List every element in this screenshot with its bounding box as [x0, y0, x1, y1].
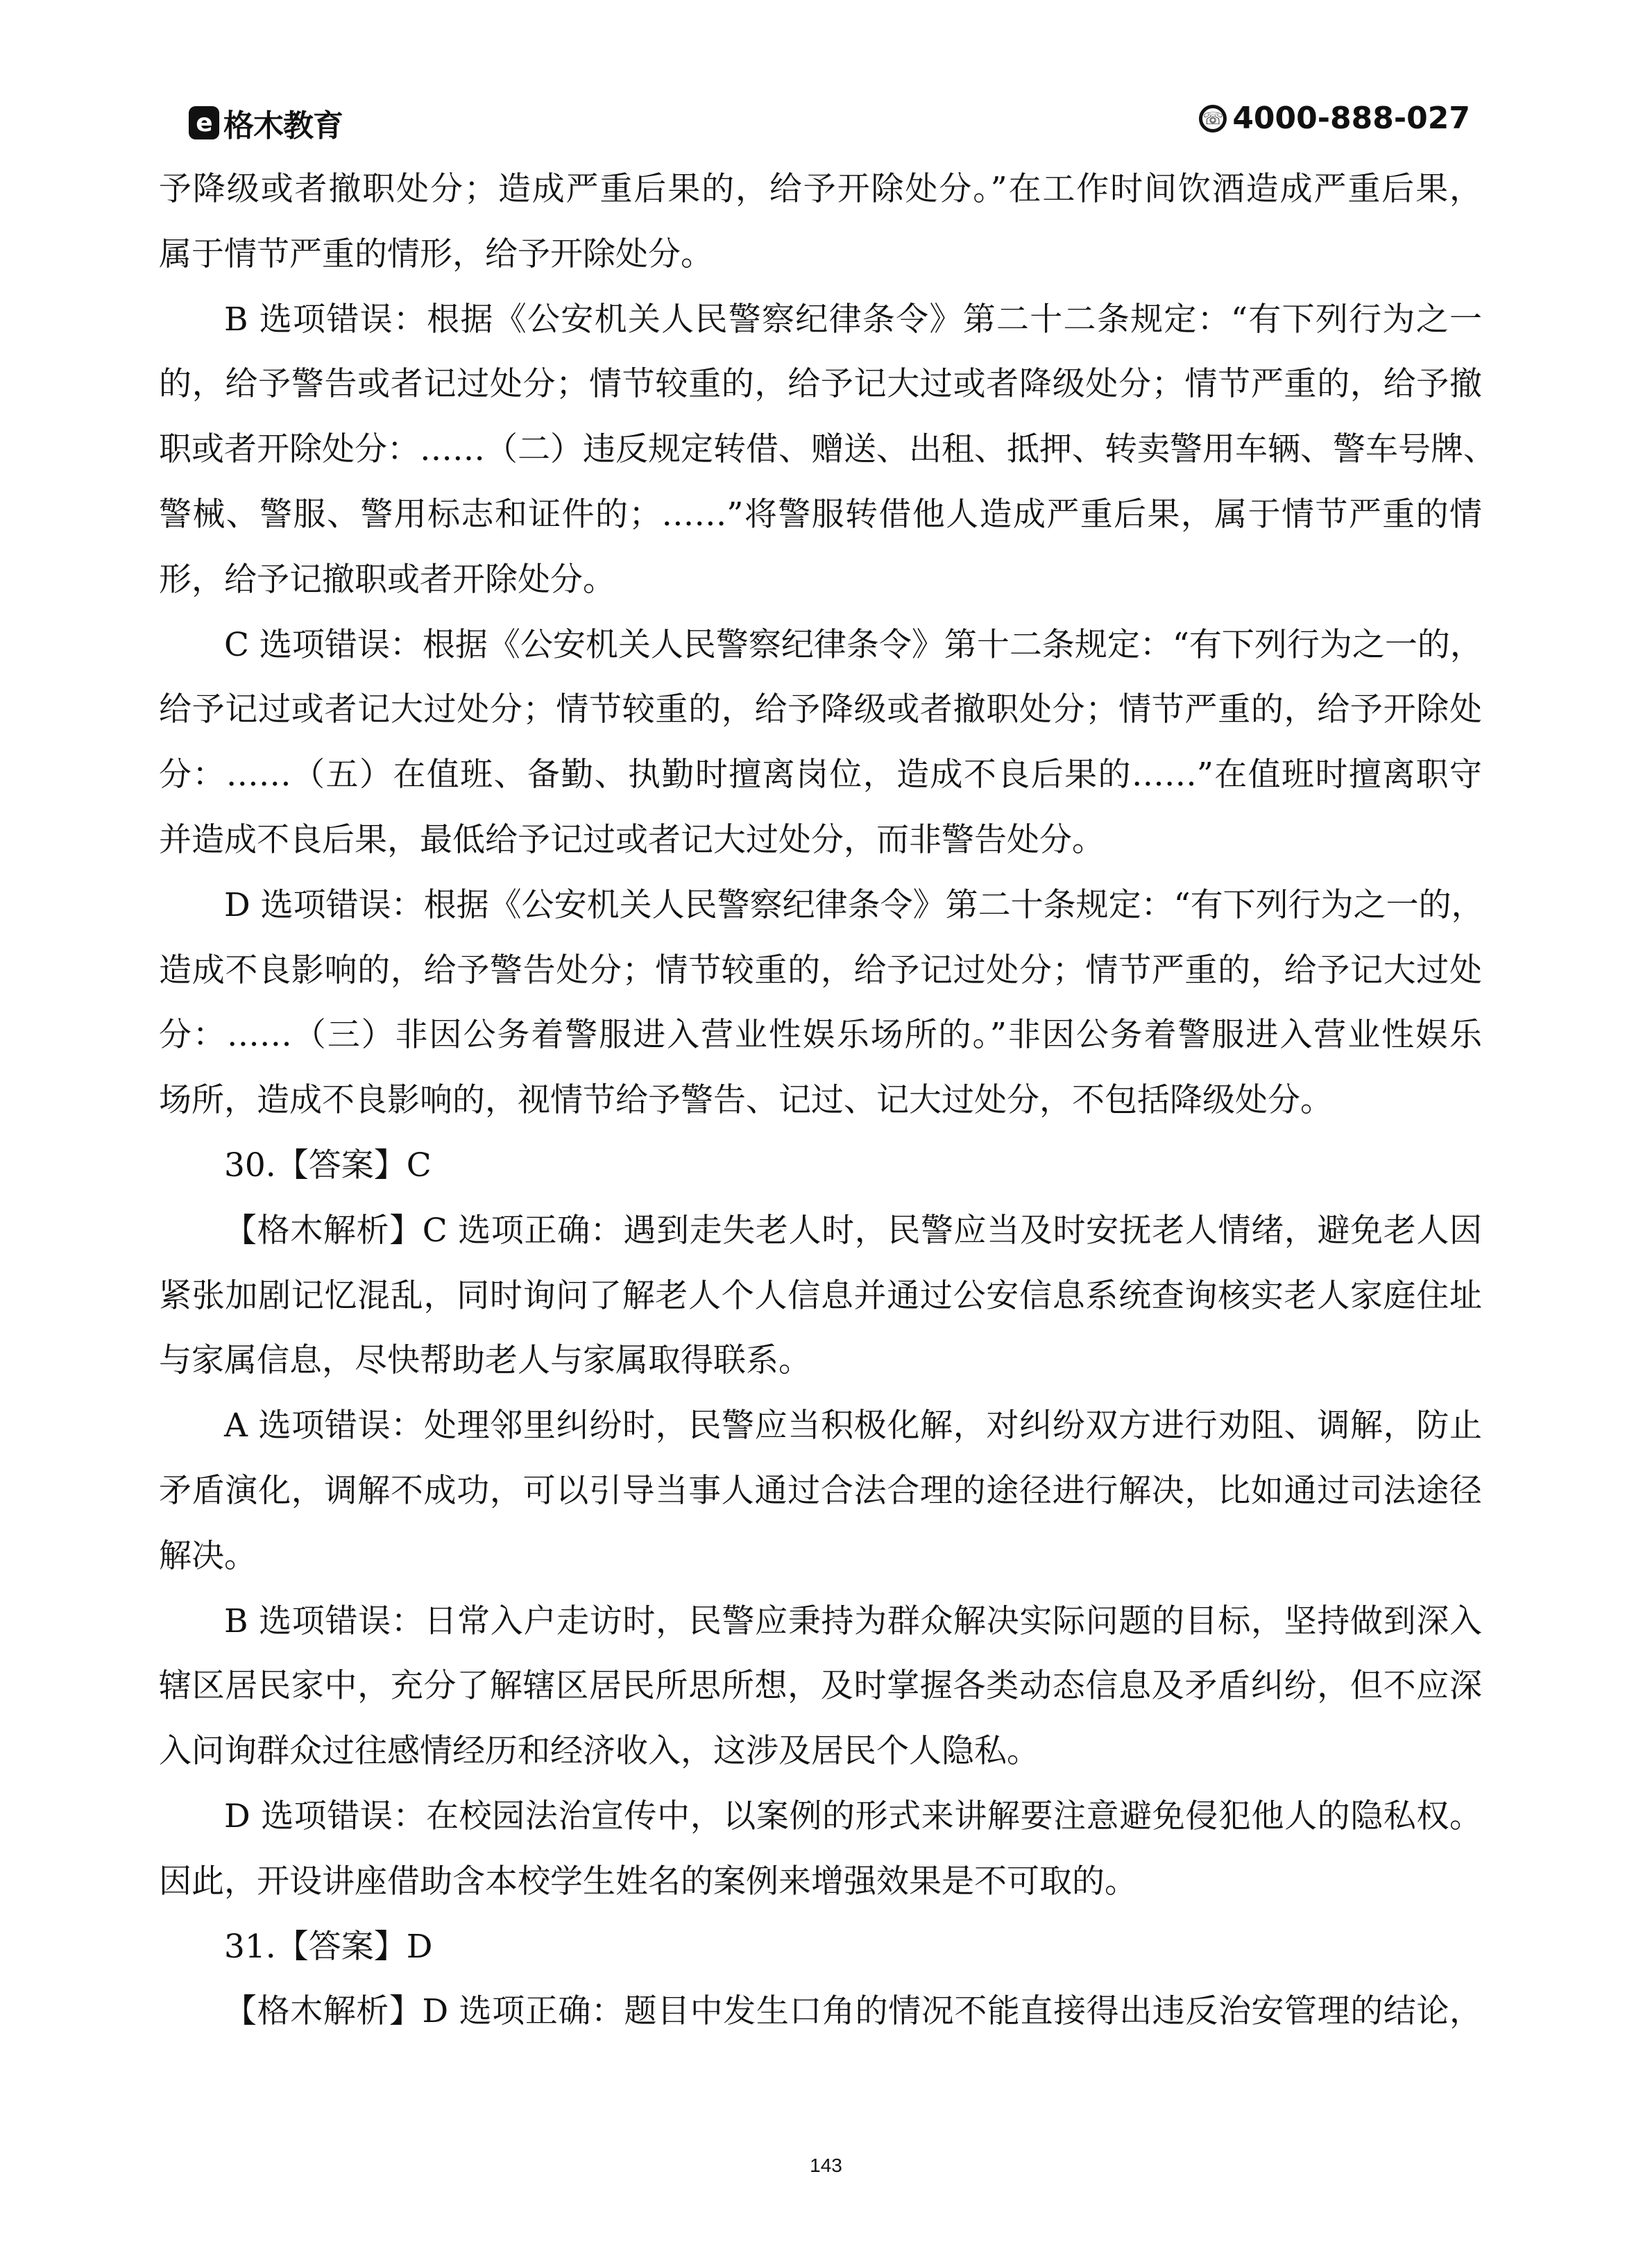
text-line: 的，给予警告或者记过处分；情节较重的，给予记大过或者降级处分；情节严重的，给予撤 — [159, 365, 1482, 404]
paragraph — [159, 287, 1496, 613]
text-line: 【格木解析】C 选项正确：遇到走失老人时，民警应当及时安抚老人情绪，避免老人因 — [224, 1211, 1482, 1250]
text-line: A 选项错误：处理邻里纠纷时，民警应当积极化解，对纠纷双方进行劝阻、调解，防止 — [224, 1407, 1482, 1445]
text-line: 给予记过或者记大过处分；情节较重的，给予降级或者撤职处分；情节严重的，给予开除处 — [159, 690, 1482, 729]
text-line: 30.【答案】C — [224, 1146, 432, 1184]
paragraph — [159, 1784, 1482, 1914]
text-line: 形，给予记撤职或者开除处分。 — [159, 560, 615, 599]
logo-text: 格木教育 — [223, 108, 343, 144]
text-line: C 选项错误：根据《公安机关人民警察纪律条令》第十二条规定：“有下列行为之一的， — [224, 625, 1483, 664]
paragraph — [159, 873, 1482, 1133]
page-header — [189, 101, 1470, 149]
text-line: 场所，造成不良影响的，视情节给予警告、记过、记大过处分，不包括降级处分。 — [159, 1081, 1333, 1120]
text-line: 入问询群众过往感情经历和经济收入，这涉及居民个人隐私。 — [159, 1732, 1039, 1771]
text-line: 造成不良影响的，给予警告处分；情节较重的，给予记过处分；情节严重的，给予记大过处 — [159, 951, 1482, 990]
text-line: 解决。 — [159, 1536, 257, 1575]
text-line: 警械、警服、警用标志和证件的；……”将警服转借他人造成严重后果，属于情节严重的情 — [159, 495, 1482, 534]
text-line: D 选项错误：在校园法治宣传中，以案例的形式来讲解要注意避免侵犯他人的隐私权。 — [224, 1797, 1482, 1835]
paragraph — [159, 1979, 1482, 2044]
phone-text: 4000-888-027 — [1232, 101, 1470, 136]
paragraph — [159, 1914, 1482, 1980]
text-line: 与家属信息，尽快帮助老人与家属取得联系。 — [159, 1341, 811, 1380]
phone-number — [1199, 101, 1470, 136]
text-line: 紧张加剧记忆混乱，同时询问了解老人个人信息并通过公安信息系统查询核实老人家庭住址 — [159, 1276, 1482, 1315]
text-line: D 选项错误：根据《公安机关人民警察纪律条令》第二十条规定：“有下列行为之一的， — [224, 885, 1484, 924]
paragraph — [159, 1133, 1482, 1198]
page-number: 143 — [810, 2155, 842, 2176]
paragraph — [159, 1198, 1482, 1393]
text-line: 辖区居民家中，充分了解辖区居民所思所想，及时掌握各类动态信息及矛盾纠纷，但不应深 — [159, 1667, 1482, 1706]
text-line: 【格木解析】D 选项正确：题目中发生口角的情况不能直接得出违反治安管理的结论， — [224, 1992, 1482, 2031]
text-line: B 选项错误：日常入户走访时，民警应秉持为群众解决实际问题的目标，坚持做到深入 — [224, 1602, 1482, 1640]
text-line: 属于情节严重的情形，给予开除处分。 — [159, 235, 713, 273]
paragraph — [159, 157, 1482, 287]
text-line: 并造成不良后果，最低给予记过或者记大过处分，而非警告处分。 — [159, 820, 1105, 859]
phone-icon: ☏ — [1199, 105, 1227, 133]
paragraph — [159, 1393, 1482, 1588]
text-line: 因此，开设讲座借助含本校学生姓名的案例来增强效果是不可取的。 — [159, 1862, 1137, 1901]
text-line: 予降级或者撤职处分；造成严重后果的，给予开除处分。”在工作时间饮酒造成严重后果， — [159, 170, 1482, 208]
text-line: 分：……（五）在值班、备勤、执勤时擅离岗位，造成不良后果的……”在值班时擅离职守 — [159, 756, 1482, 795]
document-body — [159, 157, 1496, 2044]
text-line: B 选项错误：根据《公安机关人民警察纪律条令》第二十二条规定：“有下列行为之一 — [224, 300, 1482, 339]
paragraph — [159, 1589, 1482, 1784]
brand-logo — [189, 101, 343, 145]
text-line: 职或者开除处分：……（二）违反规定转借、赠送、出租、抵押、转卖警用车辆、警车号牌、 — [159, 430, 1496, 469]
text-line: 31.【答案】D — [224, 1927, 433, 1966]
logo-e-icon: e — [189, 106, 219, 139]
paragraph — [159, 613, 1482, 873]
text-line: 分：……（三）非因公务着警服进入营业性娱乐场所的。”非因公务着警服进入营业性娱乐 — [159, 1016, 1482, 1055]
text-line: 矛盾演化，调解不成功，可以引导当事人通过合法合理的途径进行解决，比如通过司法途径 — [159, 1471, 1482, 1510]
